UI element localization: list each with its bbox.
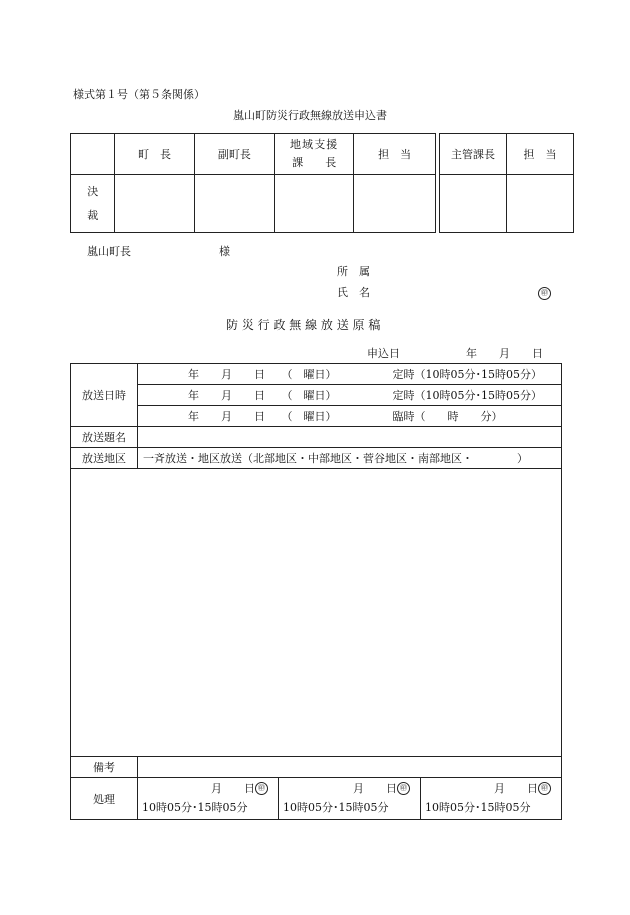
approval-table — [70, 133, 436, 233]
form-number: 様式第１号（第５条関係） — [73, 88, 205, 101]
decision-label: 決 裁 — [71, 175, 115, 233]
approval-header-mayor: 町 長 — [115, 134, 194, 175]
manuscript-title: 防 災 行 政 無 線 放 送 原 稿 — [226, 318, 381, 332]
broadcast-row-2[interactable] — [138, 385, 562, 406]
broadcast-row-3[interactable] — [138, 406, 562, 427]
document-title: 嵐山町防災行政無線放送申込書 — [233, 109, 387, 122]
section-chief-line1: 地域支援 — [290, 138, 339, 152]
processing-cell-3[interactable] — [421, 778, 562, 820]
seal-icon: ㊞ — [538, 287, 551, 300]
addressee-mayor: 嵐山町長 — [87, 245, 131, 258]
seal-icon: ㊞ — [255, 782, 268, 795]
processing-cell-1[interactable] — [138, 778, 279, 820]
addressee-sama: 様 — [219, 245, 230, 258]
remarks-label: 備考 — [71, 757, 138, 778]
dept-header-chief: 主管課長 — [440, 134, 507, 175]
processing-cell-2[interactable] — [279, 778, 421, 820]
approval-stamp-deputy-mayor[interactable] — [194, 175, 274, 233]
application-date: 申込日 年 月 日 — [367, 347, 543, 360]
broadcast-row-3-date: 年 月 日 （ 曜日） — [188, 410, 337, 423]
section-chief-line2: 課 長 — [292, 156, 337, 169]
dept-stamp-staff[interactable] — [507, 175, 574, 233]
name-label: 氏 名 — [337, 286, 370, 299]
broadcast-row-2-date: 年 月 日 （ 曜日） — [188, 389, 337, 402]
area-field[interactable]: 一斉放送・地区放送（北部地区・中部地区・菅谷地区・南部地区・ ） — [138, 448, 562, 469]
approval-header-deputy-mayor: 副町長 — [194, 134, 274, 175]
processing-cell-2-date: 月 日 — [353, 781, 397, 795]
processing-cell-3-time: 10時05分･15時05分 — [425, 800, 531, 814]
seal-icon: ㊞ — [538, 782, 551, 795]
manuscript-body[interactable] — [71, 469, 562, 757]
broadcast-row-3-type: 臨時（ 時 分） — [392, 410, 503, 423]
dept-stamp-chief[interactable] — [440, 175, 507, 233]
processing-cell-1-time: 10時05分･15時05分 — [142, 800, 248, 814]
subject-field[interactable] — [138, 427, 562, 448]
processing-cell-1-date: 月 日 — [211, 781, 255, 795]
remarks-field[interactable] — [138, 757, 562, 778]
area-label: 放送地区 — [71, 448, 138, 469]
broadcast-datetime-label: 放送日時 — [71, 364, 138, 427]
affiliation-label: 所 属 — [337, 265, 370, 278]
approval-header-staff: 担 当 — [354, 134, 436, 175]
approval-header-section-chief — [275, 134, 354, 175]
broadcast-row-1[interactable] — [138, 364, 562, 385]
broadcast-row-2-type: 定時（10時05分･15時05分） — [392, 389, 542, 402]
processing-cell-2-time: 10時05分･15時05分 — [283, 800, 389, 814]
seal-mark — [538, 287, 551, 300]
processing-label: 処理 — [71, 778, 138, 820]
dept-header-staff: 担 当 — [507, 134, 574, 175]
broadcast-row-1-date: 年 月 日 （ 曜日） — [188, 368, 337, 381]
approval-stamp-staff[interactable] — [354, 175, 436, 233]
approval-stamp-mayor[interactable] — [115, 175, 194, 233]
processing-cell-3-date: 月 日 — [494, 781, 538, 795]
approval-stamp-section-chief[interactable] — [275, 175, 354, 233]
seal-icon: ㊞ — [397, 782, 410, 795]
manuscript-table — [70, 363, 562, 820]
department-approval-table — [439, 133, 574, 233]
broadcast-row-1-type: 定時（10時05分･15時05分） — [392, 368, 542, 381]
subject-label: 放送題名 — [71, 427, 138, 448]
approval-corner-cell — [71, 134, 115, 175]
